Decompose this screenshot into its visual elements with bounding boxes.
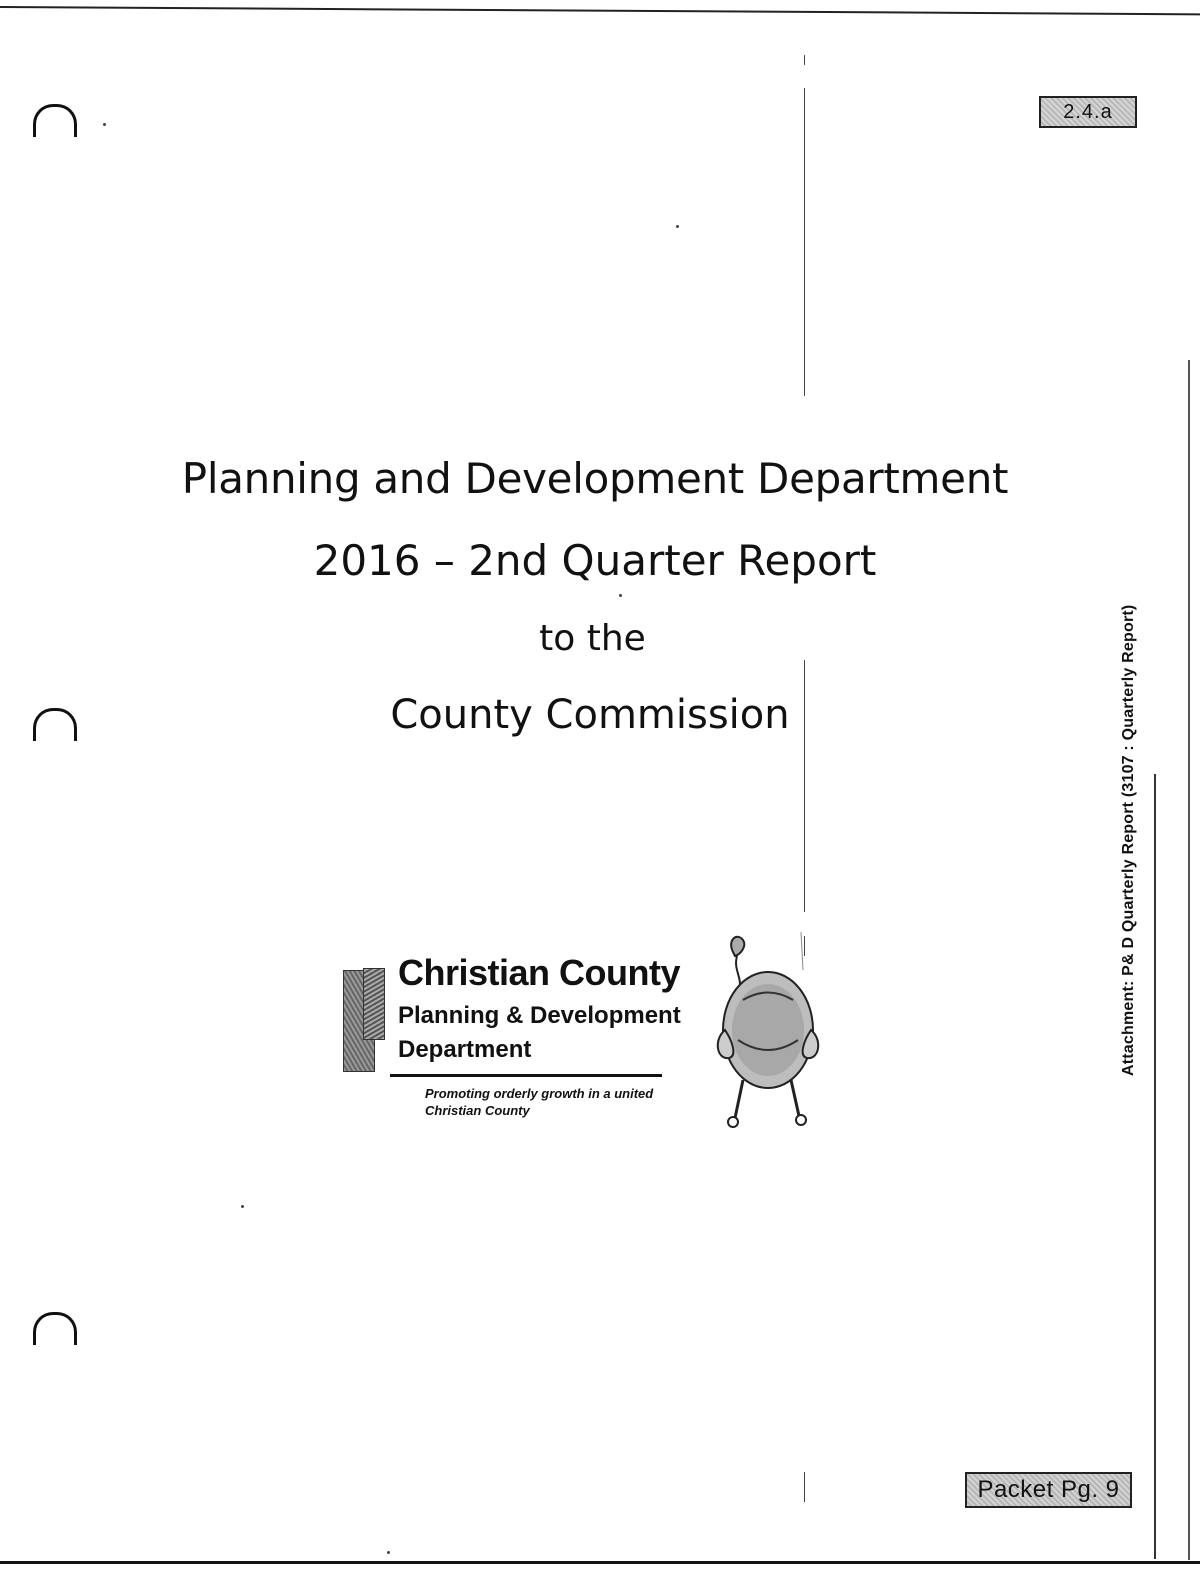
attachment-label: Attachment: P& D Quarterly Report (3107 : Quarterly Report) [1120,604,1137,1076]
scan-speck [103,123,106,126]
logo-tagline-second: Christian County [425,1103,530,1118]
logo-subtitle-second: Department [398,1036,532,1063]
county-seal-icon [713,930,833,1135]
scan-edge-top [0,6,1200,15]
title-line-report: 2016 – 2nd Quarter Report [313,536,877,585]
logo-county-name: Christian County [398,952,681,993]
binder-hole-top [33,104,77,137]
agenda-item-badge: 2.4.a [1039,96,1137,128]
scan-artifact-line [804,1472,805,1502]
county-map-icon-detail [363,968,385,1040]
scan-speck [241,1205,244,1208]
packet-page-badge: Packet Pg. 9 [965,1472,1132,1508]
scan-speck [619,594,622,597]
scan-speck [387,1551,390,1554]
department-logo [335,930,835,1140]
scan-artifact-line [804,88,805,396]
scan-speck [676,225,679,228]
binder-hole-bottom [33,1312,77,1345]
logo-tagline: Promoting orderly growth in a united [425,1086,654,1101]
logo-subtitle: Planning & Development [398,1002,681,1029]
title-line-commission: County Commission [390,692,790,738]
title-line-to-the: to the [539,618,646,659]
scan-edge-bottom [0,1561,1200,1564]
title-line-department: Planning and Development Department [181,454,1009,503]
logo-divider [390,1074,662,1077]
scan-artifact-line [804,55,805,65]
margin-rule [1154,774,1156,1559]
